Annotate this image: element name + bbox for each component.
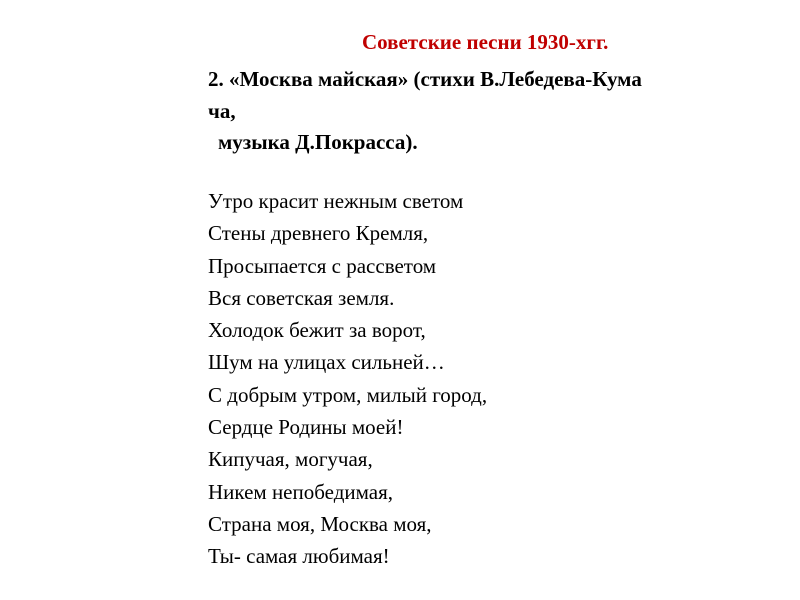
song-title-line: 2. «Москва майская» (стихи В.Лебедева-Кума [208,67,642,91]
lyric-line: Шум на улицах сильней… [208,350,445,375]
lyric-line: Кипучая, могучая, [208,447,373,472]
slide-heading: Советские песни 1930-хгг. [362,30,609,54]
lyric-line: С добрым утром, милый город, [208,382,488,407]
lyric-line: Вся советская земля. [208,285,395,310]
lyric-line: Просыпается с рассветом [208,253,437,278]
lyric-line: Холодок бежит за ворот, [208,318,426,343]
lyric-line: Сердце Родины моей! [208,415,404,440]
song-title [208,64,768,159]
lyric-line: Ты- самая любимая! [208,544,390,569]
lyric-line: Страна моя, Москва моя, [208,511,432,536]
song-title-line: ча, [208,98,236,123]
song-lyrics [208,185,768,573]
song-title-line: музыка Д.Покрасса). [218,130,418,154]
lyric-line: Никем непобедимая, [208,479,393,504]
lyric-line: Стены древнего Кремля, [208,221,429,246]
lyric-line: Утро красит нежным светом [208,189,464,213]
